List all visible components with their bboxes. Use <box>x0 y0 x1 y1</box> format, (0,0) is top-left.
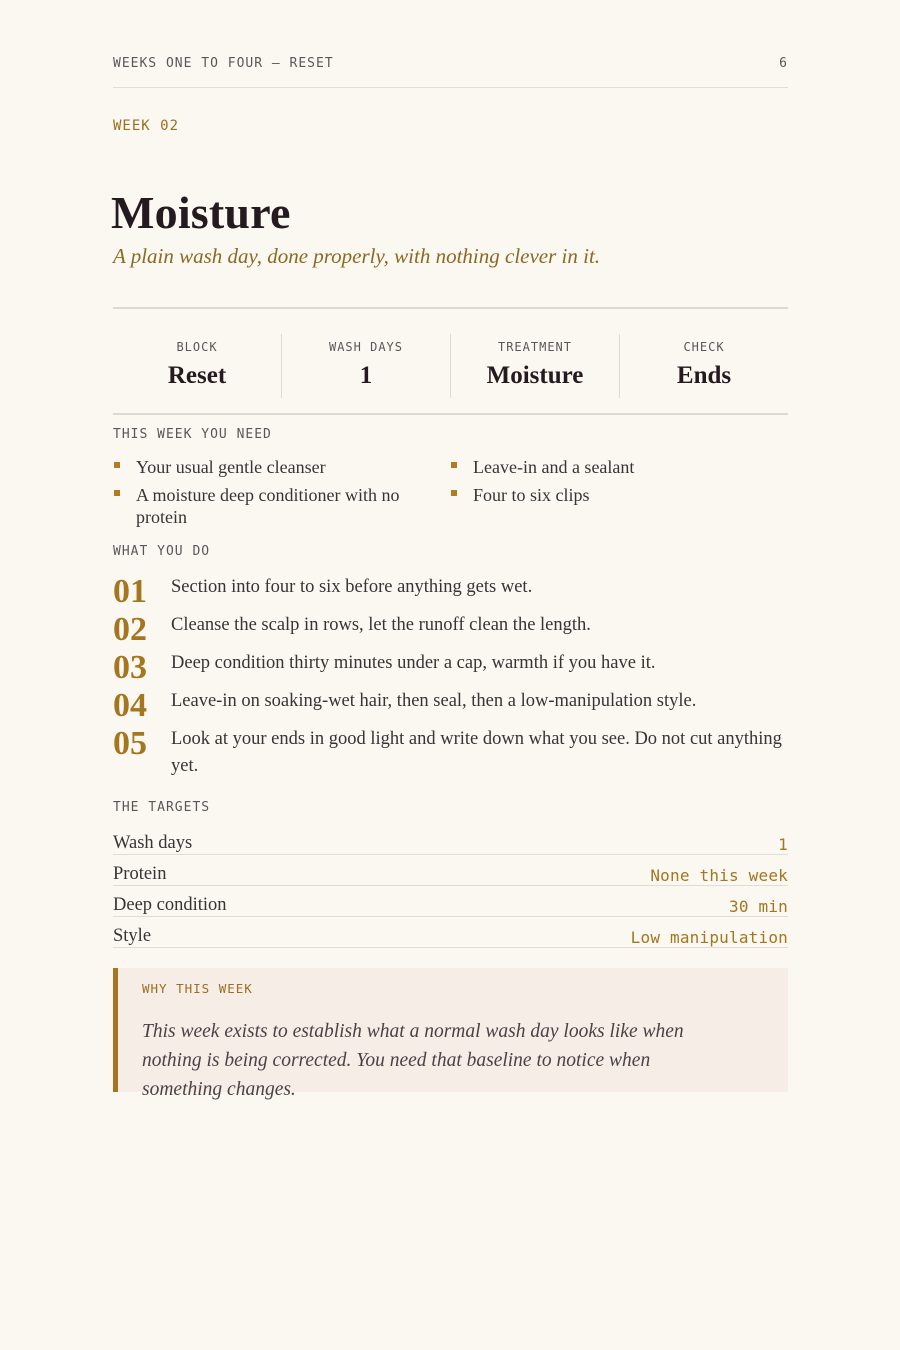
list-item <box>113 456 450 478</box>
targets-heading: THE TARGETS <box>113 800 211 815</box>
step-item <box>113 611 788 649</box>
list-item <box>113 484 450 528</box>
step-text: Look at your ends in good light and write down what you see. Do not cut anything yet. <box>171 729 782 776</box>
list-item-text: Four to six clips <box>473 485 590 505</box>
list-item-text: Leave-in and a sealant <box>473 457 635 477</box>
stat-value: Reset <box>167 362 227 389</box>
step-number: 03 <box>113 649 147 686</box>
why-callout <box>113 968 788 1100</box>
page-title: Moisture <box>111 187 291 238</box>
target-value: None this week <box>650 866 788 885</box>
target-key: Deep condition <box>113 895 227 915</box>
stat-treatment <box>451 334 620 398</box>
step-item <box>113 687 788 725</box>
bullet-icon <box>451 490 457 496</box>
step-item <box>113 725 788 781</box>
stat-label: BLOCK <box>176 340 218 354</box>
target-key: Style <box>113 926 152 946</box>
bullet-icon <box>114 462 120 468</box>
table-row <box>113 922 788 948</box>
needs-list <box>113 456 788 534</box>
stat-label: CHECK <box>683 340 725 354</box>
target-value: 1 <box>778 835 788 854</box>
page-subtitle: A plain wash day, done properly, with nothing clever in it. <box>113 244 601 268</box>
list-item-text: A moisture deep conditioner with no protein <box>136 485 400 527</box>
target-key: Protein <box>113 864 167 884</box>
stats-bar <box>113 307 788 415</box>
callout-label: WHY THIS WEEK <box>142 981 253 996</box>
stat-label: WASH DAYS <box>328 340 404 354</box>
stat-block <box>113 334 282 398</box>
list-item <box>450 456 787 478</box>
list-item-text: Your usual gentle cleanser <box>136 457 326 477</box>
stat-label: TREATMENT <box>497 340 573 354</box>
steps-heading: WHAT YOU DO <box>113 544 211 559</box>
bullet-icon <box>451 462 457 468</box>
week-label: WEEK 02 <box>113 118 180 134</box>
target-key: Wash days <box>113 833 193 853</box>
stat-value: 1 <box>359 362 373 389</box>
steps-list <box>113 573 788 781</box>
running-header <box>113 56 788 88</box>
step-text: Leave-in on soaking-wet hair, then seal, then a low-manipulation style. <box>171 691 697 711</box>
list-item <box>450 484 787 528</box>
step-item <box>113 573 788 611</box>
table-row <box>113 891 788 917</box>
bullet-icon <box>114 490 120 496</box>
target-value: 30 min <box>729 897 788 916</box>
step-number: 01 <box>113 573 147 610</box>
target-value: Low manipulation <box>630 928 788 947</box>
stat-value: Ends <box>676 362 732 389</box>
table-row <box>113 860 788 886</box>
step-item <box>113 649 788 687</box>
step-number: 02 <box>113 611 147 648</box>
stat-value: Moisture <box>486 362 584 389</box>
step-text: Deep condition thirty minutes under a cap, warmth if you have it. <box>171 653 656 673</box>
stat-wash-days <box>282 334 451 398</box>
stat-check <box>620 334 788 398</box>
step-number: 05 <box>113 725 147 762</box>
targets-table <box>113 829 788 953</box>
needs-heading: THIS WEEK YOU NEED <box>113 427 272 442</box>
callout-text: This week exists to establish what a normal wash day looks like when nothing is being corrected. You need that baseline to notice when something changes. <box>142 1021 684 1100</box>
table-row <box>113 829 788 855</box>
running-title: WEEKS ONE TO FOUR — RESET <box>113 56 334 71</box>
step-text: Section into four to six before anything gets wet. <box>171 577 533 597</box>
page-number: 6 <box>779 56 788 71</box>
step-number: 04 <box>113 687 147 724</box>
step-text: Cleanse the scalp in rows, let the runoff clean the length. <box>171 615 591 635</box>
